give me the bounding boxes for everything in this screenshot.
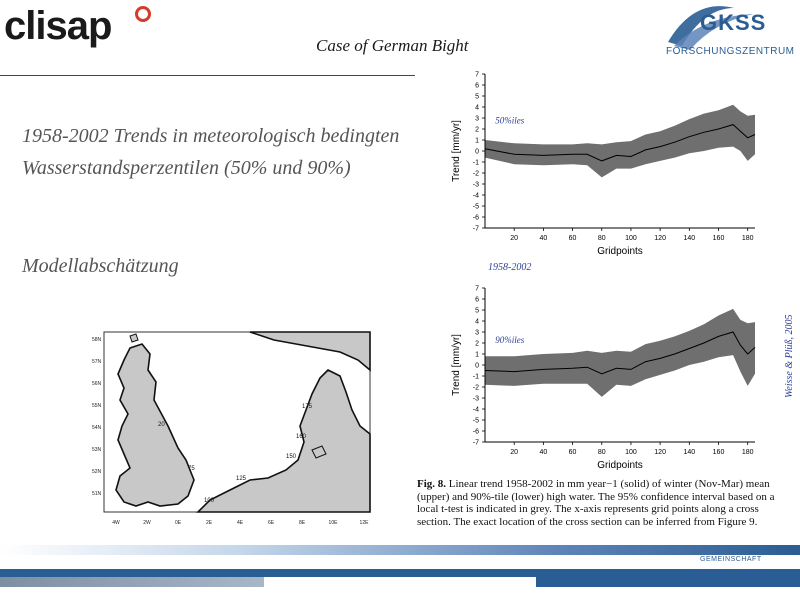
y-tick-label: -1 [472, 373, 479, 381]
x-tick-label: 80 [597, 449, 606, 456]
map-gridpoint-label: 175 [302, 404, 313, 410]
model-estimate-heading: Modellabschätzung [22, 255, 179, 277]
map-gridpoint-label: 150 [286, 454, 297, 460]
x-tick-label: 60 [568, 235, 577, 242]
map-lon-tick-label: 10E [328, 520, 338, 526]
map-lon-ticks [112, 520, 369, 526]
map-lat-tick-label: 56N [92, 381, 102, 387]
confidence-band [485, 309, 755, 397]
y-tick-label: 4 [475, 318, 479, 326]
x-tick-label: 40 [539, 235, 548, 242]
confidence-band [485, 105, 755, 178]
x-axis-label: Gridpoints [597, 460, 643, 471]
y-tick-label: 3 [475, 329, 479, 337]
title-rule [0, 75, 415, 76]
x-tick-label: 180 [741, 449, 754, 456]
x-tick-label: 20 [510, 449, 519, 456]
y-tick-label: -5 [472, 417, 479, 425]
y-tick-label: 7 [475, 71, 479, 79]
y-tick-label: 5 [475, 93, 479, 101]
map-gridpoint-label: 75 [188, 466, 195, 472]
figure-caption [417, 478, 795, 528]
map-lat-tick-label: 53N [92, 447, 102, 453]
y-tick-label: -4 [472, 406, 479, 414]
map-gridpoint-label: 20 [158, 422, 165, 428]
y-tick-label: -2 [472, 384, 479, 392]
footer-band [0, 569, 800, 577]
map-lon-tick-label: 8E [298, 520, 306, 526]
y-axis-label: Trend [mm/yr] [451, 120, 462, 182]
map-lat-ticks [92, 337, 102, 497]
chart-period-caption: 1958-2002 [488, 262, 532, 273]
y-tick-label: 1 [475, 137, 479, 145]
x-tick-label: 160 [712, 235, 725, 242]
y-tick-label: 6 [475, 296, 479, 304]
x-tick-label: 60 [568, 449, 577, 456]
y-tick-label: -1 [472, 159, 479, 167]
gkss-logo-name: GKSS [700, 10, 767, 35]
y-tick-label: 5 [475, 307, 479, 315]
map-lon-tick-label: 4E [236, 520, 244, 526]
map-lat-tick-label: 55N [92, 403, 102, 409]
x-tick-label: 120 [654, 235, 666, 242]
footer-band-segments [0, 577, 800, 587]
north-sea-map [90, 330, 380, 530]
trend-chart-50pct [445, 68, 765, 260]
map-lat-tick-label: 54N [92, 425, 102, 431]
slide-title: Case of German Bight [316, 36, 469, 55]
clisap-logo: clisap [4, 4, 112, 48]
author-note-text: Weisse & Plüß, 2005 [784, 314, 795, 398]
y-tick-label: -5 [472, 203, 479, 211]
y-tick-label: 0 [475, 148, 479, 156]
map-lat-tick-label: 58N [92, 337, 102, 343]
y-tick-label: -3 [472, 181, 479, 189]
y-tick-label: 6 [475, 82, 479, 90]
x-tick-label: 160 [712, 449, 725, 456]
y-tick-label: 3 [475, 115, 479, 123]
y-tick-label: 2 [475, 126, 479, 134]
map-lon-tick-label: 12E [359, 520, 369, 526]
map-lon-tick-label: 0E [174, 520, 182, 526]
map-lon-tick-label: 4W [112, 520, 120, 526]
map-lat-tick-label: 51N [92, 491, 102, 497]
map-lat-tick-label: 52N [92, 469, 102, 475]
y-tick-label: -6 [472, 214, 479, 222]
trend-heading: 1958-2002 Trends in meteorologisch bedingten Wasserstandsperzentilen (50% und 90%) [22, 125, 400, 179]
x-axis-label: Gridpoints [597, 246, 643, 257]
x-tick-label: 120 [654, 449, 666, 456]
map-gridpoint-label: 125 [236, 476, 247, 482]
y-tick-label: -7 [472, 225, 479, 233]
x-tick-label: 100 [625, 449, 637, 456]
y-tick-label: 4 [475, 104, 479, 112]
x-tick-label: 20 [510, 235, 519, 242]
chart-annotation: 50%iles [495, 115, 525, 126]
figure-caption-label: Fig. 8. [417, 478, 447, 490]
gkss-logo-subtitle: FORSCHUNGSZENTRUM [666, 46, 795, 57]
x-tick-label: 180 [741, 235, 754, 242]
y-tick-label: -3 [472, 395, 479, 403]
map-lat-tick-label: 57N [92, 359, 102, 365]
x-tick-label: 140 [683, 235, 696, 242]
y-tick-label: 7 [475, 285, 479, 293]
x-tick-label: 140 [683, 449, 696, 456]
y-tick-label: -7 [472, 439, 479, 447]
y-tick-label: 0 [475, 362, 479, 370]
x-tick-label: 100 [625, 235, 637, 242]
island [130, 334, 138, 342]
y-tick-label: -4 [472, 192, 479, 200]
map-gridpoint-label: 100 [204, 498, 215, 504]
y-tick-label: -2 [472, 170, 479, 178]
author-note [778, 290, 798, 400]
y-axis-label: Trend [mm/yr] [451, 334, 462, 396]
figure-caption-text: Linear trend 1958-2002 in mm year−1 (solid) of winter (Nov-Mar) mean (upper) and 90%-tile (lower) high water. The 95% confidence interval based on a local t-test is indicated in grey. The x-axis represents grid points along a cross section. The exact location of the cross section can be inferred from Figure 9. [417, 478, 775, 528]
trend-chart-90pct [445, 282, 765, 474]
y-tick-label: 2 [475, 340, 479, 348]
logo-ring-icon [135, 6, 151, 22]
footer-gradient-band [0, 545, 800, 555]
x-tick-label: 80 [597, 235, 606, 242]
map-lon-tick-label: 6E [267, 520, 275, 526]
map-lon-tick-label: 2W [143, 520, 151, 526]
footer-label: GEMEINSCHAFT [700, 556, 762, 563]
y-tick-label: -6 [472, 428, 479, 436]
map-gridpoint-label: 160 [296, 434, 307, 440]
x-tick-label: 40 [539, 449, 548, 456]
map-lon-tick-label: 2E [205, 520, 213, 526]
y-tick-label: 1 [475, 351, 479, 359]
chart-annotation: 90%iles [495, 335, 525, 345]
